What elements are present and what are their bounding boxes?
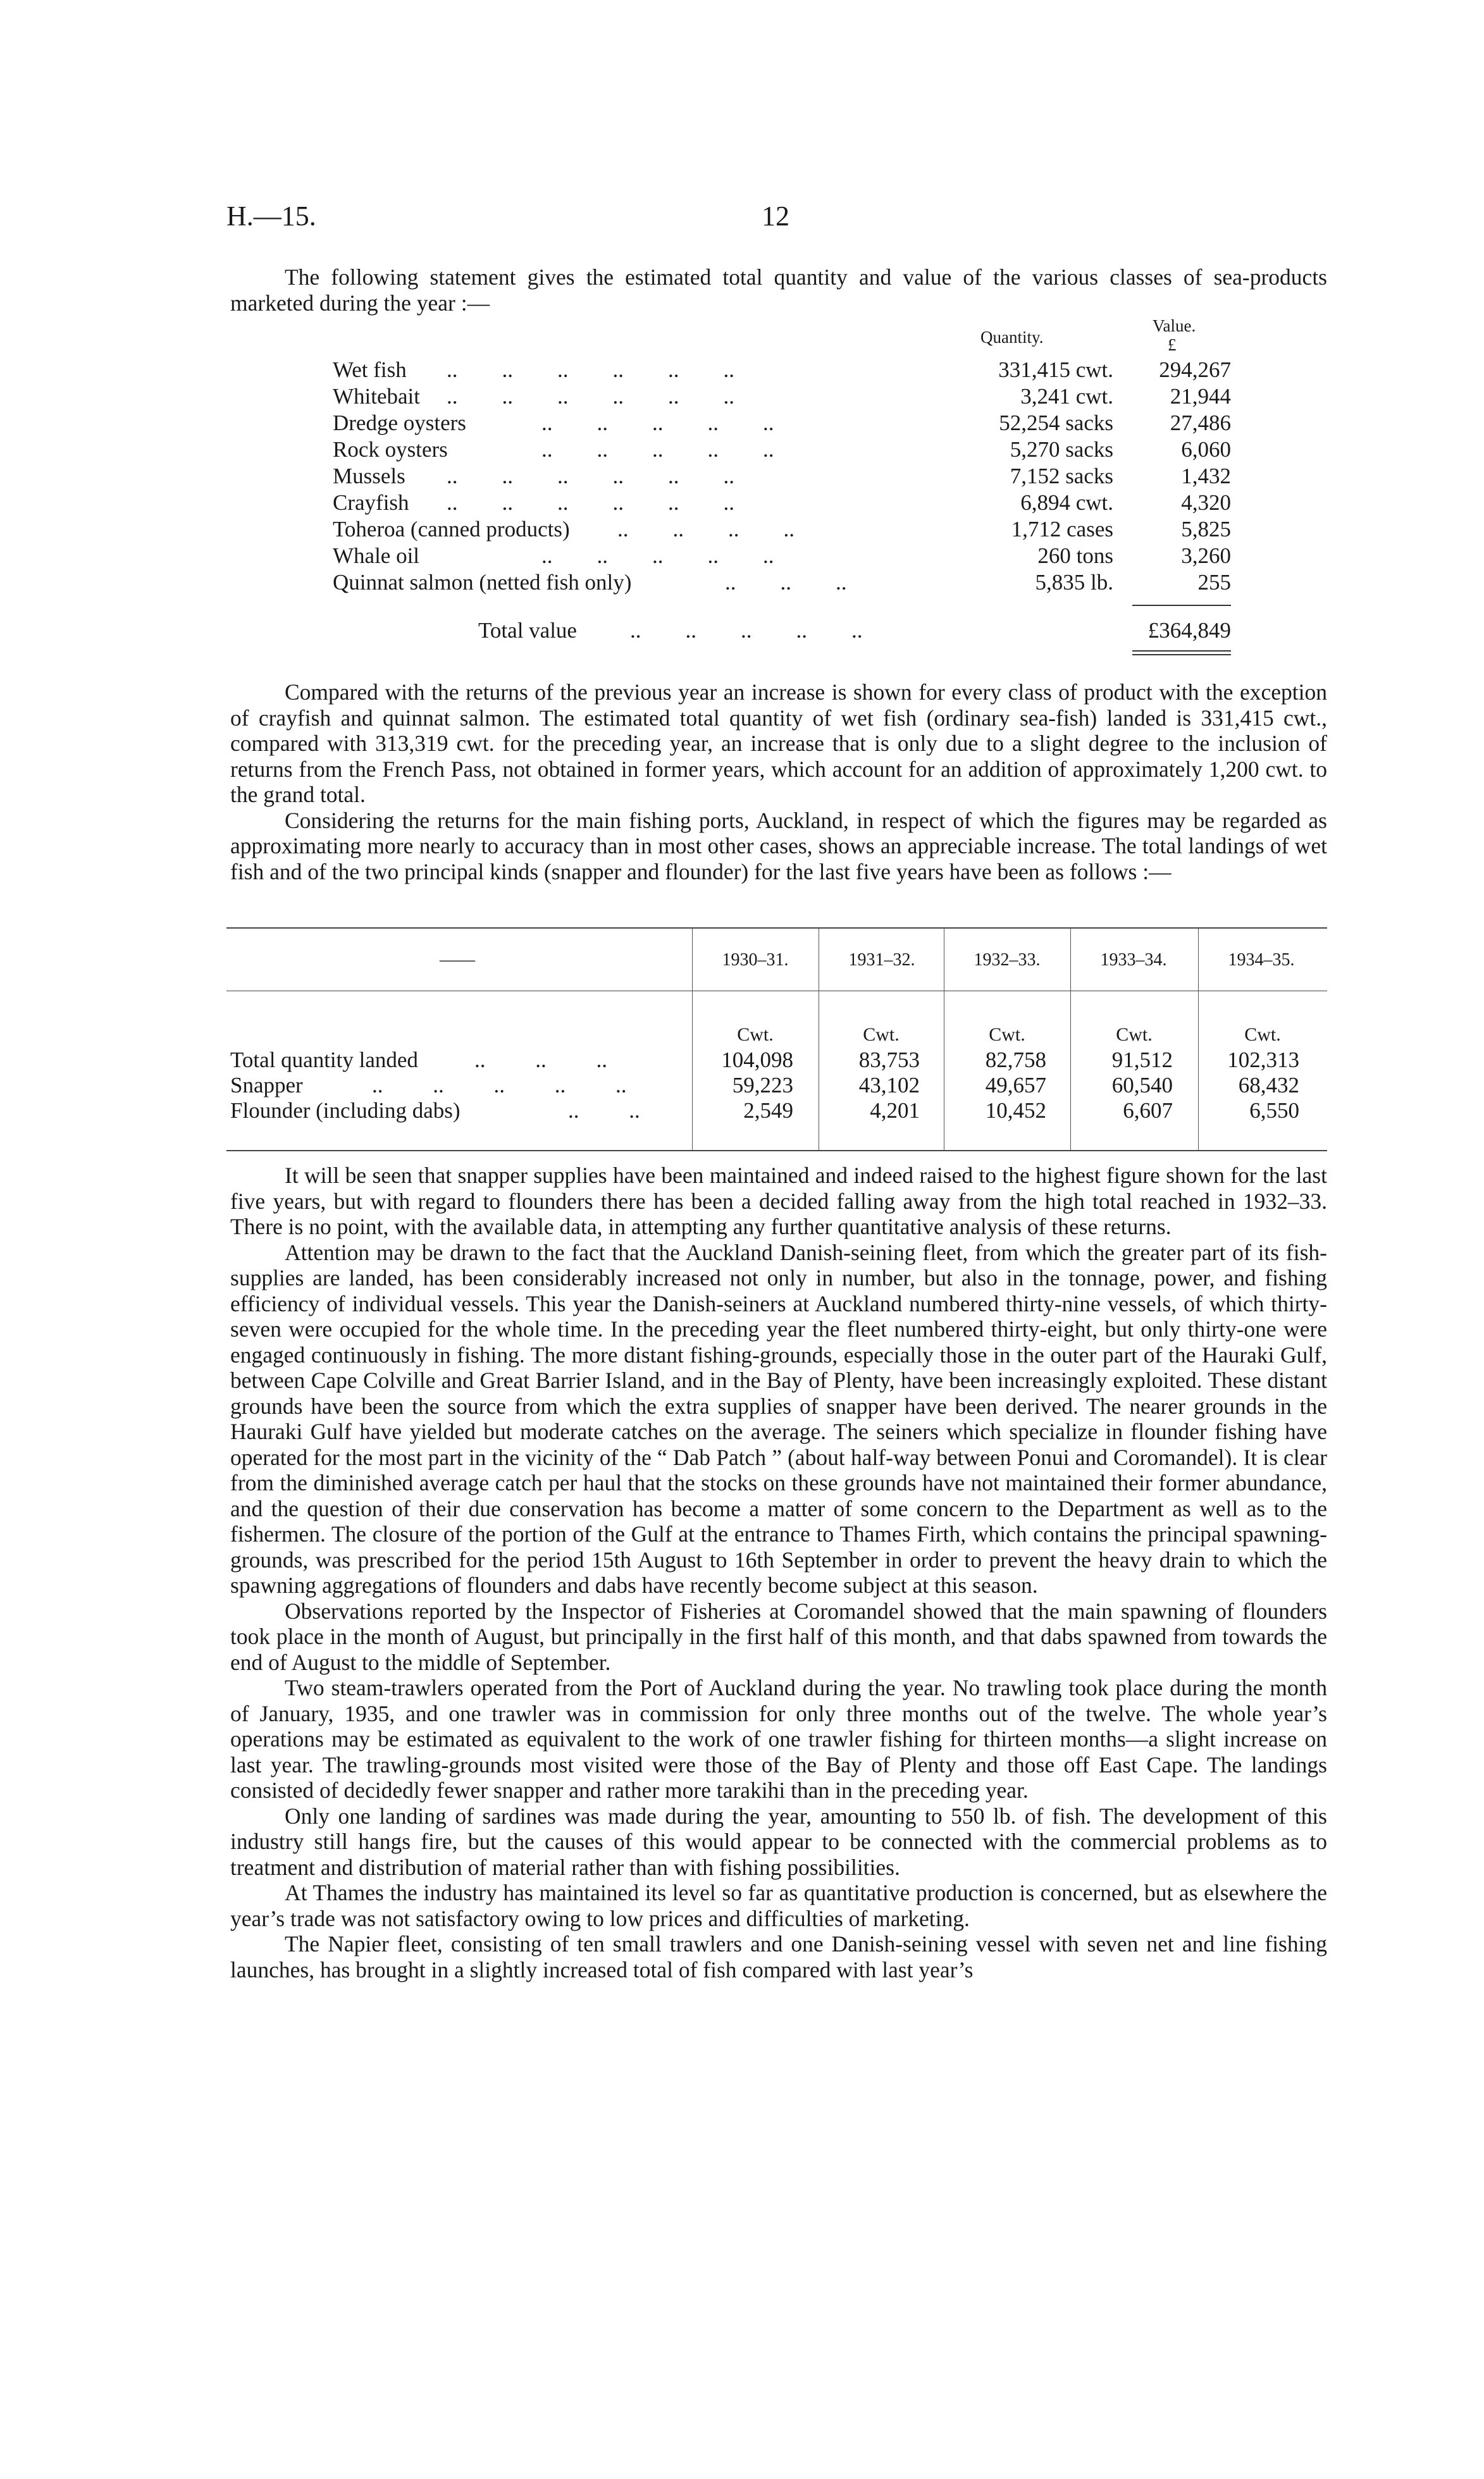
product-row: Toheroa (canned products) .. .. .. .. 1,712 cases 5,825 (333, 517, 1231, 541)
table-cell: 68,432 (1238, 1073, 1299, 1097)
product-value: 1,432 (1181, 464, 1231, 488)
product-quantity: 52,254 sacks (999, 411, 1113, 435)
table-cell: 104,098 (721, 1048, 793, 1072)
unit-label: Cwt. (989, 1024, 1025, 1045)
double-rule-top (1132, 650, 1231, 652)
product-value: 3,260 (1181, 543, 1231, 568)
table-cell: 83,753 (858, 1048, 920, 1072)
paragraphs-after-table (230, 1163, 1327, 1982)
product-row: Dredge oysters .. .. .. .. .. 52,254 sacks 27,486 (333, 411, 1231, 435)
table-cell: 91,512 (1111, 1048, 1173, 1072)
paragraph: At Thames the industry has maintained its level so far as quantitative production is concerned, but as elsewhere the year’s trade was not satisfactory owing to low prices and difficulties of marketing. (230, 1880, 1327, 1931)
page-number: 12 (762, 201, 789, 232)
product-value: 4,320 (1181, 490, 1231, 515)
product-quantity: 3,241 cwt. (1020, 384, 1113, 409)
product-value: 255 (1197, 570, 1231, 595)
paragraph: Considering the returns for the main fishing ports, Auckland, in respect of which the figures may be regarded as approximating more nearly to accuracy than in most other cases, shows an appreciable increase. The total landings of wet fish and of the two principal kinds (snapper and flounder) for the last five years have been as follows :— (230, 807, 1327, 884)
product-row: Rock oysters .. .. .. .. .. 5,270 sacks 6,060 (333, 437, 1231, 462)
product-row: Whitebait .. .. .. .. .. .. 3,241 cwt. 21,944 (333, 384, 1231, 409)
table-cell: 2,549 (743, 1098, 793, 1123)
product-name: Mussels (333, 464, 405, 488)
total-row: Total value .. .. .. .. .. £364,849 (478, 618, 1231, 643)
paragraph: Compared with the returns of the previous year an increase is shown for every class of product with the exception of crayfish and quinnat salmon. The estimated total quantity of wet fish (ordinary sea-fish) landed is 331,415 cwt., compared with 313,319 cwt. for the preceding year, an increase that is only due to a slight degree to the inclusion of returns from the French Pass, not obtained in former years, which account for an addition of approximately 1,200 cwt. to the grand total. (230, 679, 1327, 807)
paragraph: Observations reported by the Inspector of Fisheries at Coromandel showed that the main spawning of flounders took place in the month of August, but principally in the first half of this month, and that dabs spawned from towards the end of August to the middle of September. (230, 1598, 1327, 1675)
product-quantity: 7,152 sacks (1010, 464, 1113, 488)
product-row: Crayfish .. .. .. .. .. .. 6,894 cwt. 4,320 (333, 490, 1231, 515)
product-quantity: 1,712 cases (1011, 517, 1113, 541)
paragraphs-before-table (230, 679, 1327, 884)
table-row: Snapper .. .. .. .. .. 59,223 43,102 49,657 60,540 68,432 (230, 1073, 1299, 1097)
product-quantity: 5,270 sacks (1010, 437, 1113, 462)
product-name: Toheroa (canned products) (333, 517, 570, 541)
value-unit: £ (1168, 335, 1177, 354)
table-cell: 82,758 (985, 1048, 1046, 1072)
product-quantity: 331,415 cwt. (998, 357, 1113, 382)
table-row: Total quantity landed .. .. .. 104,098 83,753 82,758 91,512 102,313 (230, 1048, 1299, 1072)
paragraph: Two steam-trawlers operated from the Port of Auckland during the year. No trawling took place during the month of January, 1935, and one trawler was in commission for only three months out of the twelve. The whole year’s operations may be estimated as equivalent to the work of one trawler fishing for thirteen months—a slight increase on last year. The trawling-grounds most visited were those of the Bay of Plenty and those off East Cape. The landings consisted of decidedly fewer snapper and rather more tarakihi than in the preceding year. (230, 1675, 1327, 1803)
product-name: Dredge oysters (333, 411, 466, 435)
row-label: Total quantity landed (230, 1048, 418, 1072)
product-row: Wet fish .. .. .. .. .. .. 331,415 cwt. 294,267 (333, 357, 1231, 382)
product-name: Wet fish (333, 357, 407, 382)
product-row: Mussels .. .. .. .. .. .. 7,152 sacks 1,432 (333, 464, 1231, 488)
table-row: Flounder (including dabs) .. .. 2,549 4,201 10,452 6,607 6,550 (230, 1098, 1299, 1123)
product-value: 6,060 (1181, 437, 1231, 462)
year-header: 1932–33. (974, 950, 1041, 970)
total-label: Total value (478, 618, 577, 643)
document-reference: H.—15. (226, 201, 316, 232)
product-name: Whale oil (333, 543, 420, 568)
year-header: 1930–31. (722, 950, 789, 970)
table-cell: 43,102 (858, 1073, 920, 1097)
product-value: 27,486 (1170, 411, 1231, 435)
product-value: 21,944 (1170, 384, 1231, 409)
unit-label: Cwt. (737, 1024, 774, 1045)
table-cell: 6,550 (1249, 1098, 1299, 1123)
table-cell: 10,452 (985, 1098, 1046, 1123)
product-name: Whitebait (333, 384, 421, 409)
table-cell: 4,201 (870, 1098, 920, 1123)
stub-header: —— (440, 950, 475, 970)
table-top-rule (226, 927, 1327, 929)
product-value: 294,267 (1159, 357, 1231, 382)
row-label: Snapper (230, 1073, 303, 1097)
product-value: 5,825 (1181, 517, 1231, 541)
unit-label: Cwt. (863, 1024, 900, 1045)
product-name: Rock oysters (333, 437, 448, 462)
paragraph: Only one landing of sardines was made during the year, amounting to 550 lb. of fish. The development of this industry still hangs fire, but the causes of this would appear to be connected with the commercial problems as to treatment and distribution of material rather than with fishing possibilities. (230, 1803, 1327, 1880)
unit-row (226, 1022, 1327, 1048)
total-value: £364,849 (1147, 618, 1231, 643)
table-cell: 59,223 (732, 1073, 793, 1097)
year-header: 1931–32. (848, 950, 915, 970)
year-header: 1933–34. (1100, 950, 1167, 970)
product-quantity: 260 tons (1037, 543, 1113, 568)
paragraph: Attention may be drawn to the fact that the Auckland Danish-seining fleet, from which the greater part of its fish-supplies are landed, has been considerably increased not only in number, but also in the tonnage, power, and fishing efficiency of individual vessels. This year the Danish-seiners at Auckland numbered thirty-nine vessels, of which thirty-seven were occupied for the whole time. In the preceding year the fleet numbered thirty-eight, but only thirty-one were engaged continuously in fishing. The more distant fishing-grounds, especially those in the outer part of the Hauraki Gulf, between Cape Colville and Great Barrier Island, and in the Bay of Plenty, have been increasingly exploited. These distant grounds have been the source from which the extra supplies of snapper have been derived. The nearer grounds in the Hauraki Gulf have yielded but moderate catches on the average. The seiners which specialize in flounder fishing have operated for the most part in the vicinity of the “ Dab Patch ” (about half-way between Ponui and Coromandel). It is clear from the diminished average catch per haul that the stocks on these grounds have not maintained their former abundance, and the question of their due conservation has become a matter of some concern to the Department as well as to the fishermen. The closure of the portion of the Gulf at the entrance to Thames Firth, which contains the principal spawning-grounds, was prescribed for the period 15th August to 16th September in order to prevent the heavy drain to which the spawning aggregations of flounders and dabs have recently become subject at this season. (230, 1239, 1327, 1598)
product-quantity: 5,835 lb. (1035, 570, 1113, 595)
value-column-header: Value. (1153, 316, 1196, 335)
page-header (226, 200, 1327, 238)
unit-label: Cwt. (1116, 1024, 1153, 1045)
paragraph: It will be seen that snapper supplies have been maintained and indeed raised to the highest figure shown for the last five years, but with regard to flounders there has been a decided falling away from the high total reached in 1932–33. There is no point, with the available data, in attempting any further quantitative analysis of these returns. (230, 1163, 1327, 1239)
table-cell: 6,607 (1123, 1098, 1173, 1123)
intro-paragraph: The following statement gives the estimated total quantity and value of the various classes of sea-products marketed during the year :— (230, 264, 1327, 316)
table-cell: 102,313 (1227, 1048, 1299, 1072)
product-quantity: 6,894 cwt. (1020, 490, 1113, 515)
product-name: Crayfish (333, 490, 409, 515)
product-row: Quinnat salmon (netted fish only) .. .. .. 5,835 lb. 255 (333, 570, 1231, 595)
product-row: Whale oil .. .. .. .. .. 260 tons 3,260 (333, 543, 1231, 568)
unit-label: Cwt. (1244, 1024, 1281, 1045)
quantity-column-header: Quantity. (980, 328, 1044, 347)
double-rule-bottom (1132, 654, 1231, 655)
total-rule (1132, 605, 1231, 606)
paragraph: The Napier fleet, consisting of ten small trawlers and one Danish-seining vessel with seven net and line fishing launches, has brought in a slightly increased total of fish compared with last year’s (230, 1931, 1327, 1982)
year-header: 1934–35. (1228, 950, 1295, 970)
table-bottom-rule (226, 1150, 1327, 1151)
table-cell: 60,540 (1111, 1073, 1173, 1097)
table-cell: 49,657 (985, 1073, 1046, 1097)
product-name: Quinnat salmon (netted fish only) (333, 570, 632, 595)
row-label: Flounder (including dabs) (230, 1098, 461, 1123)
